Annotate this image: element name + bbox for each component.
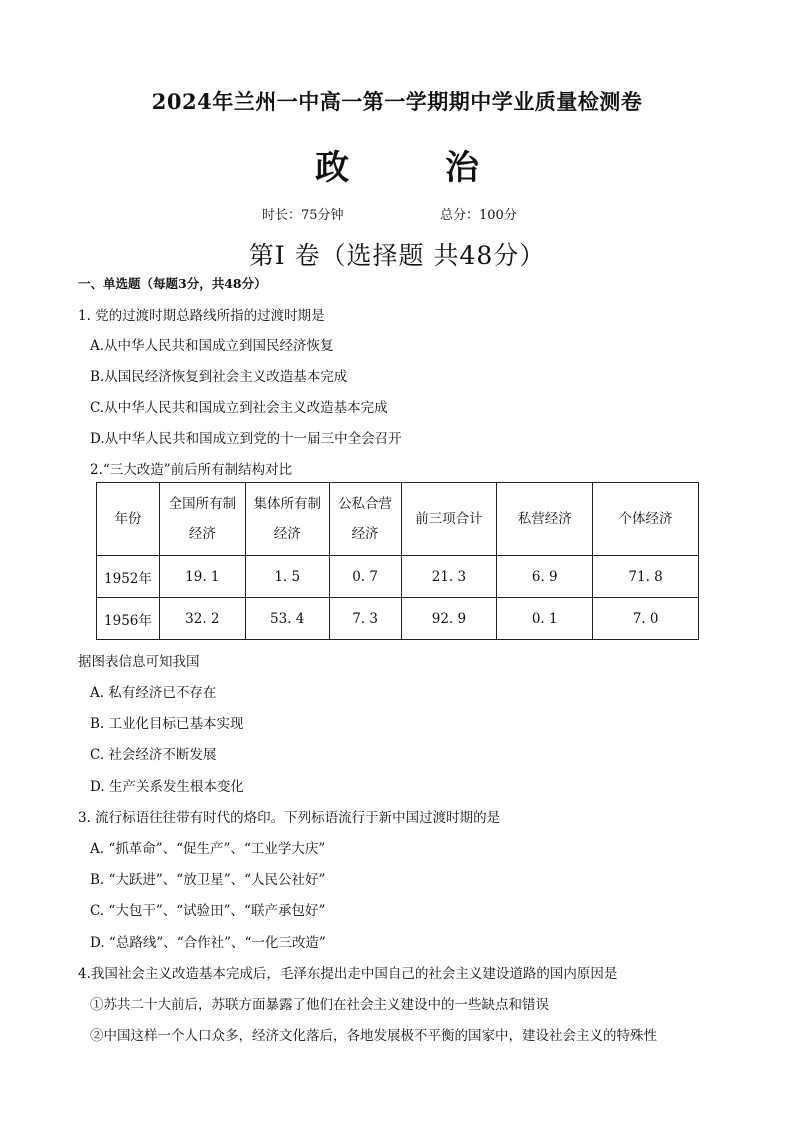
header-text: 集体所有制 <box>253 496 321 512</box>
question-3-option-c: C. “大包干”、“试验田”、“联产承包好” <box>90 903 326 919</box>
question-2-stem: 2.“三大改造”前后所有制结构对比 <box>90 462 293 478</box>
volume-title: 第I 卷（选择题 共48分） <box>248 241 546 270</box>
header-text: 前三项合计 <box>415 511 483 527</box>
question-3-option-a: A. “抓革命”、“促生产”、“工业学大庆” <box>90 841 326 857</box>
table-cell: 71. 8 <box>593 556 699 598</box>
header-text: 经济 <box>273 526 301 542</box>
table-cell: 7. 0 <box>593 598 699 640</box>
question-2-option-d: D. 生产关系发生根本变化 <box>90 779 244 795</box>
question-2-lead: 据图表信息可知我国 <box>78 654 200 670</box>
exam-total-score: 总分：100分 <box>440 208 517 223</box>
question-2-option-a: A. 私有经济已不存在 <box>90 685 217 701</box>
exam-duration: 时长：75分钟 <box>262 208 344 223</box>
question-4-stem: 4.我国社会主义改造基本完成后，毛泽东提出走中国自己的社会主义建设道路的国内原因是 <box>78 966 618 982</box>
table-cell: 19. 1 <box>159 556 245 598</box>
header-text: 全国所有制 <box>168 496 237 512</box>
table-header-row <box>97 483 699 556</box>
subject-title: 政 治 <box>315 148 521 188</box>
question-2-option-c: C. 社会经济不断发展 <box>90 747 217 763</box>
question-1-option-d: D.从中华人民共和国成立到党的十一届三中全会召开 <box>90 431 402 447</box>
ownership-structure-table <box>96 482 699 640</box>
question-1-option-c: C.从中华人民共和国成立到社会主义改造基本完成 <box>90 400 388 416</box>
question-3-option-d: D. “总路线”、“合作社”、“一化三改造” <box>90 935 326 951</box>
table-cell: 1. 5 <box>245 556 329 598</box>
table-header-cell <box>159 483 245 556</box>
header-text: 经济 <box>351 526 379 542</box>
question-3-stem: 3. 流行标语往往带有时代的烙印。下列标语流行于新中国过渡时期的是 <box>78 810 501 826</box>
table-header-cell <box>97 483 160 556</box>
question-1-stem: 1. 党的过渡时期总路线所指的过渡时期是 <box>78 308 325 324</box>
header-text: 个体经济 <box>618 511 673 527</box>
table-cell: 0. 7 <box>329 556 401 598</box>
question-2-option-b: B. 工业化目标已基本实现 <box>90 716 244 732</box>
table-cell: 1952年 <box>97 556 160 598</box>
table-header-cell <box>401 483 497 556</box>
table-cell: 21. 3 <box>401 556 497 598</box>
header-text: 经济 <box>188 526 216 542</box>
table-header-cell <box>329 483 401 556</box>
section-heading: 一、单选题（每题3分，共48分） <box>78 276 267 291</box>
table-row <box>97 598 699 640</box>
question-3-option-b: B. “大跃进”、“放卫星”、“人民公社好” <box>90 872 326 888</box>
header-text: 年份 <box>114 511 142 527</box>
table-cell: 53. 4 <box>245 598 329 640</box>
header-text: 私营经济 <box>517 511 572 527</box>
exam-title: 2024年兰州一中高一第一学期期中学业质量检测卷 <box>151 89 643 114</box>
table-cell: 92. 9 <box>401 598 497 640</box>
table-row <box>97 556 699 598</box>
table-cell: 0. 1 <box>497 598 593 640</box>
table-header-cell <box>593 483 699 556</box>
table-header-cell <box>245 483 329 556</box>
table-cell: 1956年 <box>97 598 160 640</box>
header-text: 公私合营 <box>338 496 393 512</box>
question-4-item-1: ①苏共二十大前后，苏联方面暴露了他们在社会主义建设中的一些缺点和错误 <box>90 997 549 1013</box>
question-4-item-2: ②中国这样一个人口众多，经济文化落后，各地发展极不平衡的国家中，建设社会主义的特殊性 <box>90 1028 657 1044</box>
table-cell: 32. 2 <box>159 598 245 640</box>
question-1-option-b: B.从国民经济恢复到社会主义改造基本完成 <box>90 369 348 385</box>
question-1-option-a: A.从中华人民共和国成立到国民经济恢复 <box>90 338 334 354</box>
table-header-cell <box>497 483 593 556</box>
table-cell: 7. 3 <box>329 598 401 640</box>
table-cell: 6. 9 <box>497 556 593 598</box>
